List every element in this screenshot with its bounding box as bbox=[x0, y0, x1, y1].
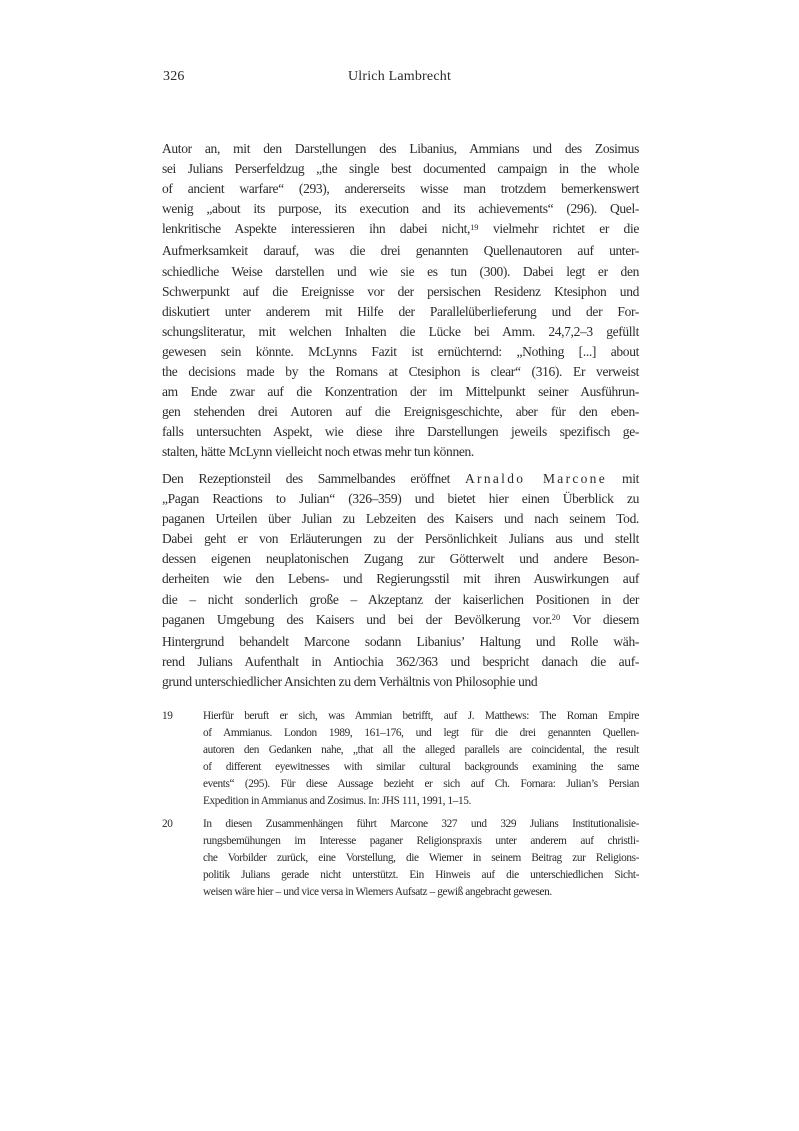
text-segment: paganen Umgebung des Kaisers und bei der Bevölkerung vor. bbox=[162, 611, 552, 627]
text-segment: In diesen Zusammenhängen führt Marcone 327 und 329 Julians Institutionalisie- bbox=[203, 817, 639, 830]
footnote-number: 20 bbox=[162, 817, 173, 830]
text-line bbox=[162, 179, 639, 199]
running-head: Ulrich Lambrecht bbox=[347, 69, 452, 84]
text-segment: autoren den Gedanken nahe, „that all the alleged parallels are coincidental, the result bbox=[203, 744, 639, 757]
text-segment: stalten, hätte McLynn vielleicht noch etwas mehr tun können. bbox=[162, 444, 474, 460]
text-line bbox=[203, 708, 639, 725]
text-segment: die – nicht sonderlich große – Akzeptanz der kaiserlichen Positionen in der bbox=[162, 591, 639, 607]
text-segment: Autor an, mit den Darstellungen des Libanius, Ammians und des Zosimus bbox=[162, 141, 639, 156]
text-segment: „Pagan Reactions to Julian“ (326–359) und bietet hier einen Überblick zu bbox=[162, 491, 639, 507]
text-segment: weisen wäre hier – und vice versa in Wiemers Aufsatz – gewiß angebracht gewesen. bbox=[203, 885, 552, 898]
text-line bbox=[162, 139, 639, 159]
text-segment: gewesen sein könnte. McLynns Fazit ist ernüchternd: „Nothing [...] about bbox=[162, 343, 639, 359]
text-line bbox=[162, 529, 639, 549]
text-segment: politik Julians gerade nicht unterstützt. Ein Hinweis auf die unterschiedlichen Sicht- bbox=[203, 868, 639, 881]
text-segment: schungsliteratur, mit welchen Inhalten die Lücke bei Amm. 24,7,2–3 gefüllt bbox=[162, 323, 639, 339]
text-segment: of different eyewitnesses with similar cultural backgrounds examining the same bbox=[203, 761, 639, 774]
text-segment: am Ende zwar auf die Konzentration der im Mittelpunkt seiner Ausführun- bbox=[162, 384, 639, 400]
text-segment: rungsbemühungen im Interesse paganer Religionspraxis unter anderem auf christli- bbox=[203, 834, 639, 847]
text-line bbox=[162, 672, 639, 692]
text-line bbox=[162, 590, 639, 610]
text-line bbox=[162, 422, 639, 442]
text-line bbox=[203, 833, 639, 850]
text-line bbox=[162, 402, 639, 422]
text-segment: dessen eigenen neuplatonischen Zugang zur Götterwelt und andere Beson- bbox=[162, 551, 639, 567]
text-line bbox=[203, 884, 639, 901]
text-segment: Hintergrund behandelt Marcone sodann Libanius’ Haltung und Rolle wäh- bbox=[162, 633, 639, 649]
text-line bbox=[162, 219, 639, 241]
text-line bbox=[162, 442, 639, 462]
text-line bbox=[162, 241, 639, 261]
text-line bbox=[162, 282, 639, 302]
text-line bbox=[162, 569, 639, 589]
text-line bbox=[203, 776, 639, 793]
author-name-spaced: Arnaldo Marcone bbox=[465, 471, 608, 486]
text-line bbox=[203, 867, 639, 884]
footnote-marker: 20 bbox=[551, 612, 561, 622]
text-segment: gen stehenden drei Autoren auf die Ereignisgeschichte, aber für den eben- bbox=[162, 404, 639, 420]
text-segment: the decisions made by the Romans at Ctesiphon is clear“ (316). Er verweist bbox=[162, 364, 639, 380]
text-segment: Vor diesem bbox=[560, 611, 640, 627]
text-segment: of ancient warfare“ (293), andererseits wisse man trotzdem bemerkenswert bbox=[162, 181, 639, 197]
footnote-20 bbox=[162, 816, 639, 901]
body-paragraph-2 bbox=[162, 469, 639, 692]
footnote-text bbox=[203, 816, 639, 901]
text-line bbox=[162, 489, 639, 509]
text-line bbox=[203, 759, 639, 776]
text-segment: falls untersuchten Aspekt, wie diese ihre Darstellungen jeweils spezifisch ge- bbox=[162, 424, 639, 440]
text-line bbox=[162, 610, 639, 632]
text-segment: paganen Urteilen über Julian zu Lebzeiten des Kaisers und nach seinem Tod. bbox=[162, 511, 639, 527]
text-line bbox=[162, 302, 639, 322]
text-segment: che Vorbilder zurück, eine Vorstellung, die Wiemer in seinem Beitrag zur Religions- bbox=[203, 851, 639, 864]
text-segment: Expedition in Ammianus and Zosimus. In: JHS 111, 1991, 1–15. bbox=[203, 795, 471, 808]
text-segment: of Ammianus. London 1989, 161–176, und legt für die drei genannten Quellen- bbox=[203, 727, 639, 740]
page-number: 326 bbox=[163, 69, 185, 84]
text-line bbox=[162, 159, 639, 179]
text-line bbox=[162, 342, 639, 362]
text-segment: grund unterschiedlicher Ansichten zu dem Verhältnis von Philosophie und bbox=[162, 673, 538, 689]
text-segment: vielmehr richtet er die bbox=[478, 221, 639, 237]
text-line bbox=[203, 816, 639, 833]
text-segment: lenkritische Aspekte interessieren ihn dabei nicht, bbox=[162, 221, 471, 237]
text-segment: schiedliche Weise darstellen und wie sie es tun (300). Dabei legt er den bbox=[162, 263, 639, 279]
text-segment: Aufmerksamkeit darauf, was die drei genannten Quellenautoren auf unter- bbox=[162, 243, 639, 259]
text-line bbox=[162, 632, 639, 652]
text-segment: Schwerpunkt auf die Ereignisse vor der persischen Residenz Ktesiphon und bbox=[162, 283, 639, 299]
text-line bbox=[162, 509, 639, 529]
text-line bbox=[162, 382, 639, 402]
footnotes-section bbox=[162, 708, 639, 901]
text-segment: mit bbox=[607, 471, 639, 486]
text-segment: Hierfür beruft er sich, was Ammian betrifft, auf J. Matthews: The Roman Empire bbox=[203, 710, 639, 722]
text-segment: wenig „about its purpose, its execution and its achievements“ (296). Quel- bbox=[162, 201, 639, 217]
text-line bbox=[203, 850, 639, 867]
text-line bbox=[162, 549, 639, 569]
text-segment: Den Rezeptionsteil des Sammelbandes eröffnet bbox=[162, 471, 466, 486]
text-line bbox=[203, 725, 639, 742]
body-paragraph-1 bbox=[162, 139, 639, 463]
text-line bbox=[162, 262, 639, 282]
footnote-19 bbox=[162, 708, 639, 811]
text-line bbox=[162, 469, 639, 489]
text-segment: derheiten wie den Lebens- und Regierungsstil mit ihren Auswirkungen auf bbox=[162, 571, 639, 587]
text-segment: events“ (295). Für diese Aussage bezieht er sich auf Ch. Fornara: Julian’s Persian bbox=[203, 778, 639, 791]
footnote-marker: 19 bbox=[470, 222, 479, 232]
text-line bbox=[162, 322, 639, 342]
text-line bbox=[162, 362, 639, 382]
text-line bbox=[162, 199, 639, 219]
text-line bbox=[162, 652, 639, 672]
text-line bbox=[203, 742, 639, 759]
text-line bbox=[203, 793, 639, 810]
text-segment: sei Julians Perserfeldzug „the single best documented campaign in the whole bbox=[162, 161, 639, 177]
footnote-number: 19 bbox=[162, 710, 173, 722]
footnote-text bbox=[203, 708, 639, 811]
text-segment: rend Julians Aufenthalt in Antiochia 362/363 und bespricht danach die auf- bbox=[162, 653, 639, 669]
text-segment: diskutiert unter anderem mit Hilfe der Parallelüberlieferung und der For- bbox=[162, 303, 639, 319]
text-segment: Dabei geht er von Erläuterungen zu der Persönlichkeit Julians aus und stellt bbox=[162, 531, 639, 547]
